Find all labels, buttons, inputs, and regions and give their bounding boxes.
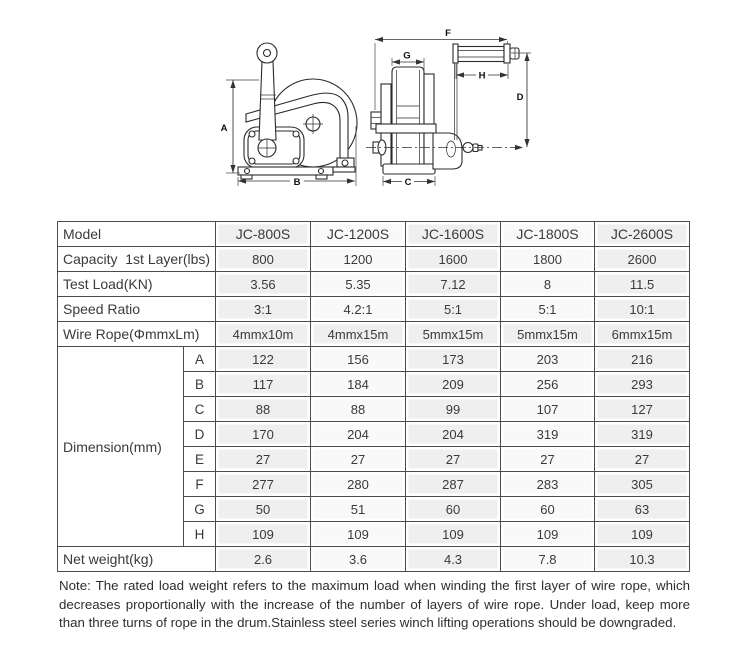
grip-hub [510, 48, 519, 59]
spec-value-cell: 173 [406, 347, 501, 372]
tie-bar [376, 124, 436, 133]
spec-value-cell: 184 [311, 372, 406, 397]
row-net-weight [58, 547, 690, 572]
spec-value-cell: 305 [595, 472, 690, 497]
dimension-label-cell: Dimension(mm) [58, 347, 184, 547]
dim-label-f: F [445, 28, 451, 39]
base-plate-side [383, 164, 435, 174]
spec-value-cell: 117 [216, 372, 311, 397]
cover-bolt [249, 131, 255, 137]
row-test-load [58, 272, 690, 297]
spec-value-cell: 293 [595, 372, 690, 397]
spec-value-cell: 107 [501, 397, 595, 422]
spec-value-cell: 4mmx10m [216, 322, 311, 347]
dim-letter-cell: B [184, 372, 216, 397]
spec-value-cell: 27 [595, 447, 690, 472]
spec-value-cell: 8 [501, 272, 595, 297]
spec-value-cell: 256 [501, 372, 595, 397]
dim-letter-cell: E [184, 447, 216, 472]
model-header-cell: JC-800S [216, 222, 311, 247]
cover-bolt [293, 158, 299, 164]
spec-value-cell: 11.5 [595, 272, 690, 297]
spec-value-cell: 204 [311, 422, 406, 447]
dim-letter-cell: H [184, 522, 216, 547]
spec-value-cell: 209 [406, 372, 501, 397]
spec-value-cell: 10:1 [595, 297, 690, 322]
row-label-cell: Speed Ratio [58, 297, 216, 322]
gear-housing [433, 133, 462, 169]
row-label-cell: Model [58, 222, 216, 247]
dim-label-c: C [404, 177, 412, 188]
row-wire-rope [58, 322, 690, 347]
model-header-cell: JC-1200S [311, 222, 406, 247]
spec-value-cell: 204 [406, 422, 501, 447]
spec-value-cell: 3.56 [216, 272, 311, 297]
spec-value-cell: 5mmx15m [406, 322, 501, 347]
cover-bolt [293, 131, 299, 137]
spec-value-cell: 109 [216, 522, 311, 547]
winch-front-view-drawing [221, 43, 357, 188]
spec-value-cell: 280 [311, 472, 406, 497]
spec-value-cell: 27 [501, 447, 595, 472]
spec-value-cell: 4mmx15m [311, 322, 406, 347]
handle-knob [257, 43, 277, 63]
row-label-cell: Test Load(KN) [58, 272, 216, 297]
model-header-cell: JC-1600S [406, 222, 501, 247]
dim-letter-cell: F [184, 472, 216, 497]
row-dim-a [58, 347, 690, 372]
winch-side-view-drawing [366, 28, 531, 188]
spec-value-cell: 50 [216, 497, 311, 522]
spec-value-cell: 216 [595, 347, 690, 372]
spec-value-cell: 5:1 [406, 297, 501, 322]
spec-value-cell: 319 [595, 422, 690, 447]
spec-value-cell: 7.8 [501, 547, 595, 572]
spec-value-cell: 51 [311, 497, 406, 522]
spec-value-cell: 27 [311, 447, 406, 472]
spec-value-cell: 88 [216, 397, 311, 422]
dim-letter-cell: C [184, 397, 216, 422]
spec-value-cell: 27 [406, 447, 501, 472]
spec-value-cell: 319 [501, 422, 595, 447]
spec-value-cell: 127 [595, 397, 690, 422]
spec-value-cell: 122 [216, 347, 311, 372]
note-text: Note: The rated load weight refers to the maximum load when winding the first layer of wire rope, which decreases proportionally with the increase of the number of layers of wire rope. Under load, keep more than three turns of rope in the drum.Stainless steel series winch lifting operations should be downgraded. [59, 578, 690, 631]
spec-table [57, 221, 690, 572]
handle-grip [458, 47, 504, 62]
spec-value-cell: 4.3 [406, 547, 501, 572]
handle-shaft [259, 61, 276, 140]
dim-label-h: H [478, 70, 486, 82]
dim-label-a: A [220, 123, 228, 134]
spec-value-cell: 10.3 [595, 547, 690, 572]
spec-value-cell: 5.35 [311, 272, 406, 297]
spec-value-cell: 6mmx15m [595, 322, 690, 347]
spec-value-cell: 5mmx15m [501, 322, 595, 347]
technical-drawings [0, 0, 750, 218]
spec-value-cell: 4.2:1 [311, 297, 406, 322]
model-header-cell: JC-1800S [501, 222, 595, 247]
spec-value-cell: 7.12 [406, 272, 501, 297]
spec-value-cell: 2.6 [216, 547, 311, 572]
spec-value-cell: 283 [501, 472, 595, 497]
dim-letter-cell: G [184, 497, 216, 522]
row-speed-ratio [58, 297, 690, 322]
spec-value-cell: 88 [311, 397, 406, 422]
dim-letter-cell: A [184, 347, 216, 372]
spec-value-cell: 1200 [311, 247, 406, 272]
dim-letter-cell: D [184, 422, 216, 447]
spec-value-cell: 1800 [501, 247, 595, 272]
row-label-cell: Wire Rope(ΦmmxLm) [58, 322, 216, 347]
dim-label-b: B [293, 177, 301, 188]
spec-value-cell: 170 [216, 422, 311, 447]
dim-label-d: D [516, 92, 524, 103]
row-model [58, 222, 690, 247]
spec-value-cell: 109 [406, 522, 501, 547]
spec-value-cell: 27 [216, 447, 311, 472]
spec-value-cell: 3.6 [311, 547, 406, 572]
spec-value-cell: 3:1 [216, 297, 311, 322]
dim-label-g: G [403, 50, 411, 62]
spec-value-cell: 5:1 [501, 297, 595, 322]
spec-value-cell: 287 [406, 472, 501, 497]
spec-value-cell: 60 [406, 497, 501, 522]
row-capacity [58, 247, 690, 272]
spec-value-cell: 203 [501, 347, 595, 372]
row-label-cell: Capacity 1st Layer(lbs) [58, 247, 216, 272]
spec-value-cell: 63 [595, 497, 690, 522]
spec-value-cell: 109 [501, 522, 595, 547]
spec-value-cell: 2600 [595, 247, 690, 272]
cover-bolt [249, 158, 255, 164]
spec-value-cell: 1600 [406, 247, 501, 272]
model-header-cell: JC-2600S [595, 222, 690, 247]
spec-value-cell: 60 [501, 497, 595, 522]
row-label-cell: Net weight(kg) [58, 547, 216, 572]
spec-value-cell: 99 [406, 397, 501, 422]
spec-value-cell: 109 [311, 522, 406, 547]
spec-value-cell: 156 [311, 347, 406, 372]
spec-value-cell: 109 [595, 522, 690, 547]
spec-value-cell: 277 [216, 472, 311, 497]
spec-value-cell: 800 [216, 247, 311, 272]
